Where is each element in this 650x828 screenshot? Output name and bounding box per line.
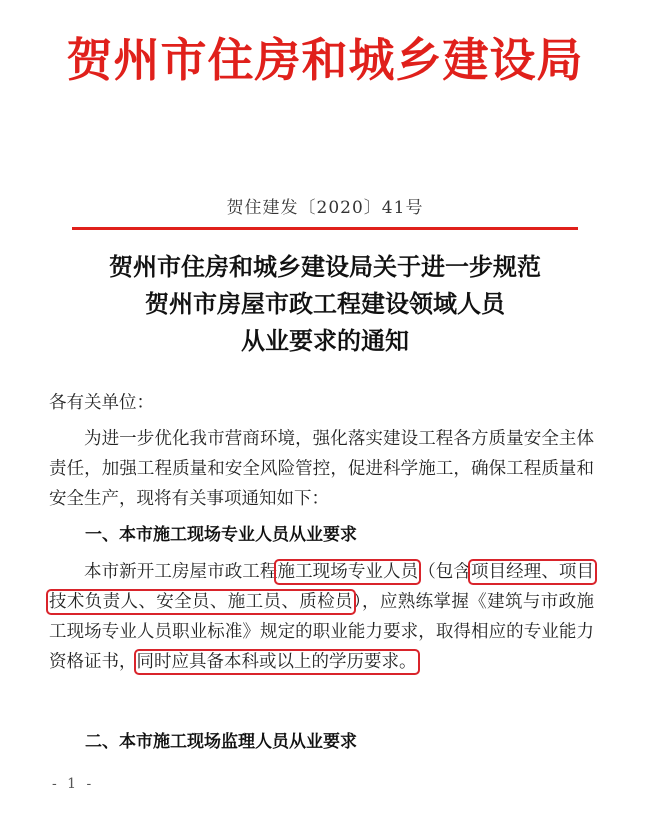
section-1-paragraph [49,557,594,677]
highlight-education: 同时应具备本科或以上的学历要求。 [136,652,417,672]
title-line-3: 从业要求的通知 [241,327,409,355]
document-title [0,249,650,360]
document-number: 贺住建发〔2020〕41号 [226,198,424,218]
title-line-1: 贺州市住房和城乡建设局关于进一步规范 [109,253,541,281]
section-1-text-2: （包含 [418,562,471,582]
highlight-site-personnel: 施工现场专业人员 [277,562,419,582]
title-line-2: 贺州市房屋市政工程建设领域人员 [145,290,505,318]
red-divider-line [72,227,578,230]
salutation: 各有关单位： [49,393,154,413]
page-number: - 1 - [52,776,95,792]
section-1-heading: 一、本市施工现场专业人员从业要求 [85,525,357,545]
intro-paragraph: 为进一步优化我市营商环境，强化落实建设工程各方质量安全主体责任，加强工程质量和安全风险管控，促进科学施工，确保工程质量和安全生产，现将有关事项通知如下： [49,429,594,509]
masthead: 贺州市住房和城乡建设局 [66,33,584,87]
section-1-text-3: ），应熟练掌握《建筑与市政施工现场专业人员职业标准》规定的职业能力要求，取得相应的专业能力资格证书， [49,592,594,672]
section-1-text-1: 本市新开工房屋市政工程 [84,562,278,582]
section-2-heading: 二、本市施工现场监理人员从业要求 [85,732,357,752]
highlight-roles: 项目经理、项目技术负责人、安全员、施工员、质检员 [49,562,595,612]
